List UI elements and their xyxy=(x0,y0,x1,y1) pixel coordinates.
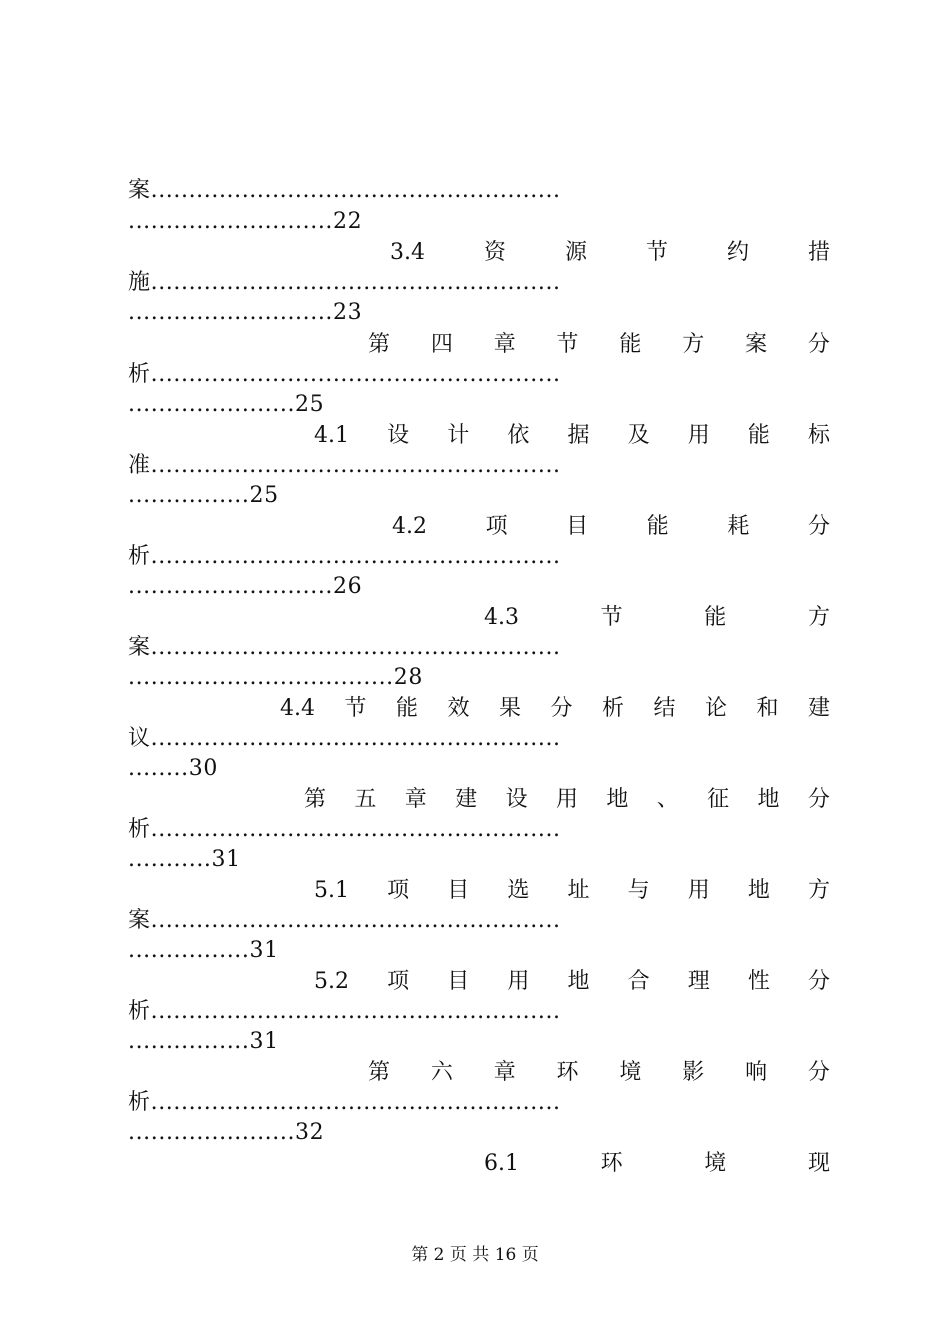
toc-line: 析...................................................... xyxy=(128,817,561,842)
toc-chapter-4: 第 四 章 节 能 方 案 分 xyxy=(368,332,830,357)
toc-line: ...........................22 xyxy=(128,209,363,234)
toc-entry-4-4: 4.4 节 能 效 果 分 析 结 论 和 建 xyxy=(280,696,830,721)
toc-line: ................25 xyxy=(128,483,279,508)
toc-line: 施...................................................... xyxy=(128,270,561,295)
toc-line: 案...................................................... xyxy=(128,178,561,203)
toc-entry-4-2: 4.2 项 目 能 耗 分 xyxy=(392,514,830,539)
toc-line: 析...................................................... xyxy=(128,1090,561,1115)
toc-line: 析...................................................... xyxy=(128,362,561,387)
toc-line: ...........................26 xyxy=(128,574,363,599)
toc-line: ................31 xyxy=(128,938,279,963)
toc-line: ...........................23 xyxy=(128,300,363,325)
toc-entry-4-3: 4.3 节 能 方 xyxy=(484,605,830,630)
toc-line: 案...................................................... xyxy=(128,908,561,933)
toc-entry-3-4: 3.4 资 源 节 约 措 xyxy=(390,240,830,265)
toc-line: 案...................................................... xyxy=(128,635,561,660)
toc-line: ...................................28 xyxy=(128,665,423,690)
toc-line: ......................25 xyxy=(128,392,325,417)
toc-line: 析...................................................... xyxy=(128,999,561,1024)
toc-line: ...........31 xyxy=(128,847,241,872)
toc-entry-4-1: 4.1 设 计 依 据 及 用 能 标 xyxy=(314,423,830,448)
toc-entry-5-2: 5.2 项 目 用 地 合 理 性 分 xyxy=(314,969,830,994)
page-footer: 第 2 页 共 16 页 xyxy=(411,1245,539,1265)
toc-line: 析...................................................... xyxy=(128,544,561,569)
toc-line: ........30 xyxy=(128,756,218,781)
toc-entry-6-1: 6.1 环 境 现 xyxy=(484,1151,830,1176)
toc-entry-5-1: 5.1 项 目 选 址 与 用 地 方 xyxy=(314,878,830,903)
toc-chapter-6: 第 六 章 环 境 影 响 分 xyxy=(368,1060,830,1085)
toc-line: 准...................................................... xyxy=(128,453,561,478)
toc-chapter-5: 第 五 章 建 设 用 地 、 征 地 分 xyxy=(304,787,830,812)
toc-line: ................31 xyxy=(128,1029,279,1054)
toc-line: 议...................................................... xyxy=(128,726,561,751)
toc-line: ......................32 xyxy=(128,1120,325,1145)
